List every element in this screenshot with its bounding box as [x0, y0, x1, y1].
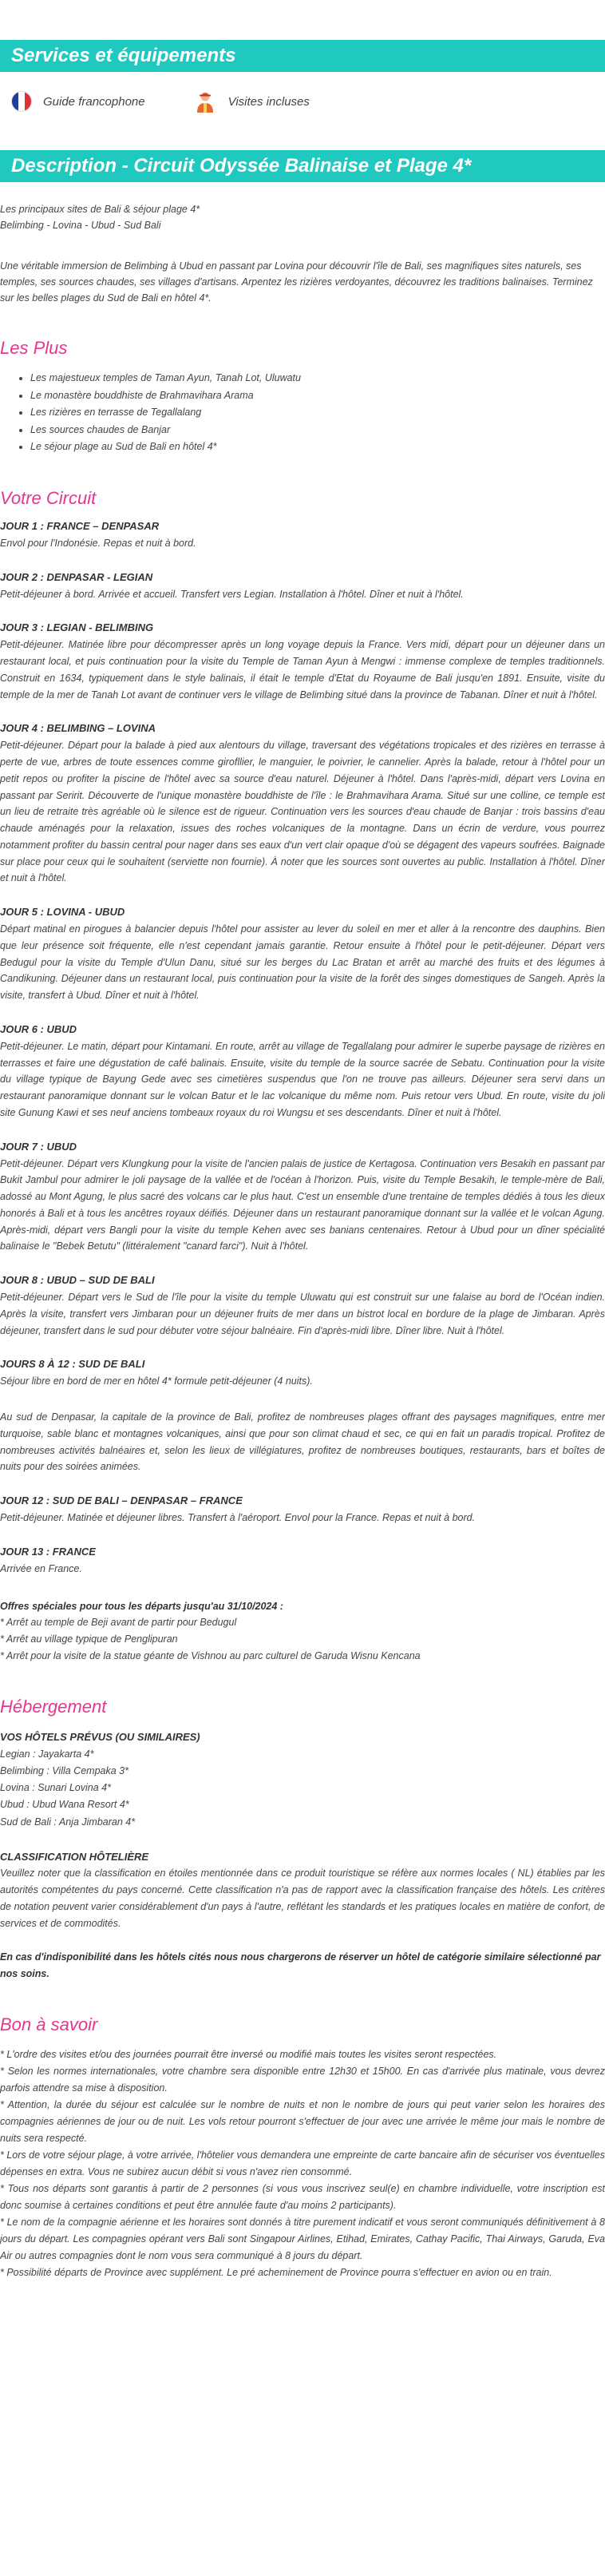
- bon-a-savoir-item: * Selon les normes internationales, votre chambre sera disponible entre 12h30 et 15h00. En cas d'arrivée plus matinale, vous devrez parfois attendre sa mise à disposition.: [0, 2065, 605, 2094]
- day-title: JOUR 4 : BELIMBING – LOVINA: [0, 722, 156, 735]
- day-block: [0, 1141, 605, 1256]
- services-list: [0, 72, 605, 128]
- hotels-block: [0, 1729, 605, 1831]
- day-text: Petit-déjeuner. Départ vers le Sud de l'île pour la visite du temple Uluwatu qui est construit sur une falaise au bord de l'Océan indien. Après la visite, transfert vers Jimbaran pour un déjeuner fruits de mer dans un bistrot local en bordure de la plage de Jimbaran. Après déjeuner, transfert dans le sud pour débuter votre séjour balnéaire. Fin d'après-midi libre. Dîner libre. Nuit à l'hôtel.: [0, 1292, 605, 1336]
- day-text: Séjour libre en bord de mer en hôtel 4* formule petit-déjeuner (4 nuits).: [0, 1375, 313, 1387]
- bon-a-savoir-item: * Tous nos départs sont garantis à partir de 2 personnes (si vous vous inscrivez seul(e) en chambre individuelle, votre inscription est donc soumise à certaines conditions et peut être annulée faute d'au moins 2 participants).: [0, 2182, 605, 2211]
- services-banner: Services et équipements: [0, 40, 605, 72]
- bon-a-savoir-item: * L'ordre des visites et/ou des journées pourrait être inversé ou modifié mais toutes les visites seront respectées.: [0, 2048, 497, 2060]
- day-text: Petit-déjeuner. Départ vers Klungkung pour la visite de l'ancien palais de justice de Kertagosa. Continuation vers Besakih en passant par Bukit Jambul pour admirer le joli paysage de la vallée et de l'océan à l'horizon. Puis, visite du Temple Besakih, le temple-mère de Bali, adossé au Mont Agung, le plus sacré des volcans car le plus haut. C'est un ensemble d'une trentaine de temples dédiés à tous les dieux honorés à Bali et à tous les ancêtres royaux déifiés. Déjeuner dans un restaurant panoramique donnant sur la vallée et le volcan Agung. Après-midi, départ vers Bangli pour la visite du temple Kehen avec ses banians centenaires. Retour à Ubud pour un dîner spécialité balinaise le "Bebek Betutu" (littéralement "canard farci"). Nuit à l'hôtel.: [0, 1157, 605, 1252]
- offers-title: Offres spéciales pour tous les départs jusqu'au 31/10/2024 :: [0, 1600, 283, 1612]
- day-title: JOUR 3 : LEGIAN - BELIMBING: [0, 621, 154, 634]
- hotel-item: Belimbing : Villa Cempaka 3*: [0, 1764, 129, 1776]
- classification-text: Veuillez noter que la classification en étoiles mentionnée dans ce produit touristique se réfère aux normes locales ( NL) établies par les autorités compétentes du pays concerné. Cette classification n'a pas de rapport avec la classification française des hôtels. Les critères de notation peuvent varier considérablement d'un pays à l'autre, reflétant les standards et les pratiques locales en matière de confort, de services et de commodités.: [0, 1868, 605, 1929]
- list-item: • Les rizières en terrasse de Tegallalang: [30, 404, 605, 422]
- hotels-title: VOS HÔTELS PRÉVUS (OU SIMILAIRES): [0, 1730, 200, 1743]
- day-title: JOUR 2 : DENPASAR - LEGIAN: [0, 570, 153, 583]
- description-intro: [0, 201, 605, 234]
- day-title: JOUR 8 : UBUD – SUD DE BALI: [0, 1274, 155, 1286]
- hotel-item: Sud de Bali : Anja Jimbaran 4*: [0, 1816, 136, 1828]
- list-item: • Le séjour plage au Sud de Bali en hôtel 4*: [30, 439, 605, 456]
- hotel-item: Lovina : Sunari Lovina 4*: [0, 1782, 111, 1794]
- description-summary: Une véritable immersion de Belimbing à Ubud en passant par Lovina pour découvrir l'île de Bali, ses magnifiques sites naturels, ses temples, ses sources chaudes, ses villages d'artisans. Arpentez les rizières verdoyantes, découvrez les traditions balinaises. Terminez sur les belles plages du Sud de Bali en hôtel 4*.: [0, 260, 593, 304]
- bon-a-savoir-item: * Attention, la durée du séjour est calculée sur le nombre de nuits et non le nombre de jours qui peut varier selon les horaires des compagnies aériennes de jour ou de nuit. Les vols retour pourront s'effectuer de jour avec une arrivée le même jour mais le nombre de nuits sera respecté.: [0, 2098, 605, 2144]
- day-text: Envol pour l'Indonésie. Repas et nuit à bord.: [0, 537, 196, 549]
- day-title: JOUR 7 : UBUD: [0, 1140, 77, 1153]
- day-block: [0, 906, 605, 1004]
- bon-a-savoir-item: * Lors de votre séjour plage, à votre arrivée, l'hôtelier vous demandera une empreinte de carte bancaire afin de sécuriser vos éventuelles dépenses en extra. Vous ne subirez aucun débit si vous n'avez rien consommé.: [0, 2149, 605, 2177]
- day-title: JOUR 5 : LOVINA - UBUD: [0, 906, 125, 918]
- day-title: JOUR 13 : FRANCE: [0, 1545, 96, 1558]
- service-guide-label: Guide francophone: [43, 94, 145, 109]
- day-block: [0, 1023, 605, 1121]
- offer-item: * Arrêt pour la visite de la statue géante de Vishnou au parc culturel de Garuda Wisnu Kencana: [0, 1649, 421, 1661]
- day-block: [0, 520, 605, 552]
- list-item: • Le monastère bouddhiste de Brahmavihara Arama: [30, 387, 605, 405]
- day-text: Petit-déjeuner. Matinée et déjeuner libres. Transfert à l'aéroport. Envol pour la France. Repas et nuit à bord.: [0, 1512, 476, 1523]
- service-guide: [11, 91, 145, 112]
- classification-title: CLASSIFICATION HÔTELIÈRE: [0, 1850, 149, 1863]
- day-block: [0, 571, 605, 603]
- classification-block: [0, 1848, 605, 1932]
- day-text: Au sud de Denpasar, la capitale de la province de Bali, profitez de nombreuses plages offrant des paysages magnifiques, entre mer turquoise, sable blanc et montagnes volcaniques, ainsi que pour son climat chaud et sec, ce qui en fait un paradis tropical. Profitez de nombreuses activités balnéaires et, selon les lieux de villégiatures, profitez de nombreuses boutiques, restaurants, bars et boîtes de nuits pour des soirées animées.: [0, 1411, 605, 1473]
- flag-fr-icon: [11, 91, 32, 112]
- day-block: [0, 722, 605, 887]
- day-title: JOUR 1 : FRANCE – DENPASAR: [0, 519, 160, 532]
- intro-line: Les principaux sites de Bali & séjour plage 4*: [0, 204, 200, 215]
- day-block: [0, 621, 605, 703]
- plus-title: Les Plus: [0, 338, 68, 359]
- day-text: Petit-déjeuner. Le matin, départ pour Kintamani. En route, arrêt au village de Tegallalang pour admirer le superbe paysage de rizières en terrasses et faire une dégustation de café balinais. Ensuite, visite du temple de la source sacrée de Sebatu. Continuation pour la visite du village typique de Bayung Gede avec ses cimetières suspendus que l'on ne trouve pas ailleurs. Déjeuner sera servi dans un restaurant panoramique donnant sur le volcan Batur et le lac volcanique du même nom. Puis retour vers Ubud. En route, visite du joli site Gunung Kawi et ses neuf anciens tombeaux royaux du roi Wungsu et ses descendants. Dîner et nuit à l'hôtel.: [0, 1040, 605, 1118]
- circuit-days: [0, 520, 605, 1578]
- day-block: [0, 1546, 605, 1578]
- list-item: • Les majestueux temples de Taman Ayun, Tanah Lot, Uluwatu: [30, 370, 605, 387]
- day-block: [0, 1409, 605, 1475]
- day-text: Arrivée en France.: [0, 1562, 82, 1574]
- offers-list: [0, 1614, 605, 1664]
- day-text: Petit-déjeuner. Matinée libre pour décompresser après un long voyage depuis la France. Vers midi, départ pour un déjeuner dans un restaurant local, et puis continuation pour la visite du Temple de Taman Ayun à Mengwi : immense complexe de temples traditionnels. Construit en 1634, typiquement dans le style balinais, il était le temple d'Etat du Royaume de Bali jusqu'en 1891. Ensuite, visite du temple de la mer de Tanah Lot avant de continuer vers le village de Belimbing situé dans la province de Tabanan. Dîner et nuit à l'hôtel.: [0, 639, 605, 701]
- day-title: JOUR 12 : SUD DE BALI – DENPASAR – FRANCE: [0, 1494, 243, 1506]
- offers-block: [0, 1598, 605, 1665]
- bon-a-savoir-list: [0, 2046, 605, 2281]
- bon-a-savoir-item: * Le nom de la compagnie aérienne et les horaires sont donnés à titre purement indicatif et vous seront communiqués définitivement à 8 jours du départ. Les compagnies opérant vers Bali sont Singapour Airlines, Etihad, Emirates, Cathay Pacific, Thai Airways, Garuda, Eva Air ou autres compagnies dont le nom vous sera communiqué à 8 jours du départ.: [0, 2216, 605, 2261]
- day-title: JOUR 6 : UBUD: [0, 1022, 77, 1035]
- day-text: Départ matinal en pirogues à balancier depuis l'hôtel pour assister au lever du soleil en mer et aller à la rencontre des dauphins. Bien que leur présence soit fréquente, elle n'est cependant jamais garantie. Retour ensuite à l'hôtel pour le petit-déjeuner. Départ vers Bedugul pour la visite du Temple d'Ulun Danu, situé sur les berges du Lac Bratan et arrêt au marché des fruits et des légumes à Candikuning. Déjeuner dans un restaurant local, puis continuation pour la visite de la forêt des singes domestiques de Sangeh. Après la visite, transfert à Ubud. Dîner et nuit à l'hôtel.: [0, 923, 605, 1001]
- description-content: [0, 201, 605, 2281]
- day-block: [0, 1494, 605, 1526]
- day-title: JOURS 8 À 12 : SUD DE BALI: [0, 1358, 145, 1371]
- day-block: [0, 1274, 605, 1339]
- hotels-list: [0, 1746, 605, 1831]
- plus-list: [0, 370, 605, 456]
- day-text: Petit-déjeuner. Départ pour la balade à pied aux alentours du village, traversant des végétations tropicales et des rizières en terrasse à perte de vue, arbres de toute essences comme girofllier, le manguier, le poivrier, le cannelier. Après la balade, retour à l'hôtel pour un petit repos ou profiter la piscine de l'hôtel avec sa source d'eau naturel. Déjeuner à l'hôtel. Dans l'après-midi, départ vers Lovina en passant par Seririt. Découverte de l'unique monastère bouddhiste de l'île : le Brahmavihara Arama. Situé sur une colline, ce temple est un lieu de retraite très agréable où le silence est de rigueur. Continuation vers les sources d'eau chaude de Banjar : trois bassins d'eau chaude aménagés pour la relaxation, issues des roches volcaniques de la montagne. Dans un écrin de verdure, vous pourrez notamment profiter du bassin central pour nager dans ses eaux d'un vert clair opaque d'où se dégagent des vapeurs soufrées. Baignade sur place pour ceux qui le souhaitent (serviette non fournie). À noter que les sources sont ouvertes au public. Installation à l'hôtel. Dîner et nuit à l'hôtel.: [0, 740, 605, 884]
- hotel-item: Ubud : Ubud Wana Resort 4*: [0, 1799, 129, 1811]
- bon-a-savoir-item: * Possibilité départs de Province avec supplément. Le pré acheminement de Province pourra s'effectuer en avion ou en train.: [0, 2266, 552, 2278]
- hotel-item: Legian : Jayakarta 4*: [0, 1748, 94, 1760]
- service-visits: [193, 89, 310, 113]
- day-text: Petit-déjeuner à bord. Arrivée et accueil. Transfert vers Legian. Installation à l'hôtel. Dîner et nuit à l'hôtel.: [0, 588, 464, 600]
- intro-line: Belimbing - Lovina - Ubud - Sud Bali: [0, 220, 161, 232]
- person-icon: [193, 89, 217, 113]
- offer-item: * Arrêt au temple de Beji avant de partir pour Bedugul: [0, 1617, 237, 1629]
- description-banner: Description - Circuit Odyssée Balinaise et Plage 4*: [0, 150, 605, 182]
- service-visits-label: Visites incluses: [227, 94, 310, 109]
- hotel-note: En cas d'indisponibilité dans les hôtels cités nous nous chargerons de réserver un hôtel de catégorie similaire sélectionné par nos soins.: [0, 1951, 601, 1980]
- day-block: [0, 1358, 605, 1390]
- offer-item: * Arrêt au village typique de Penglipuran: [0, 1633, 178, 1645]
- list-item: • Les sources chaudes de Banjar: [30, 422, 605, 439]
- circuit-title: Votre Circuit: [0, 487, 97, 508]
- hebergement-title: Hébergement: [0, 1696, 107, 1717]
- bon-a-savoir-title: Bon à savoir: [0, 2014, 98, 2034]
